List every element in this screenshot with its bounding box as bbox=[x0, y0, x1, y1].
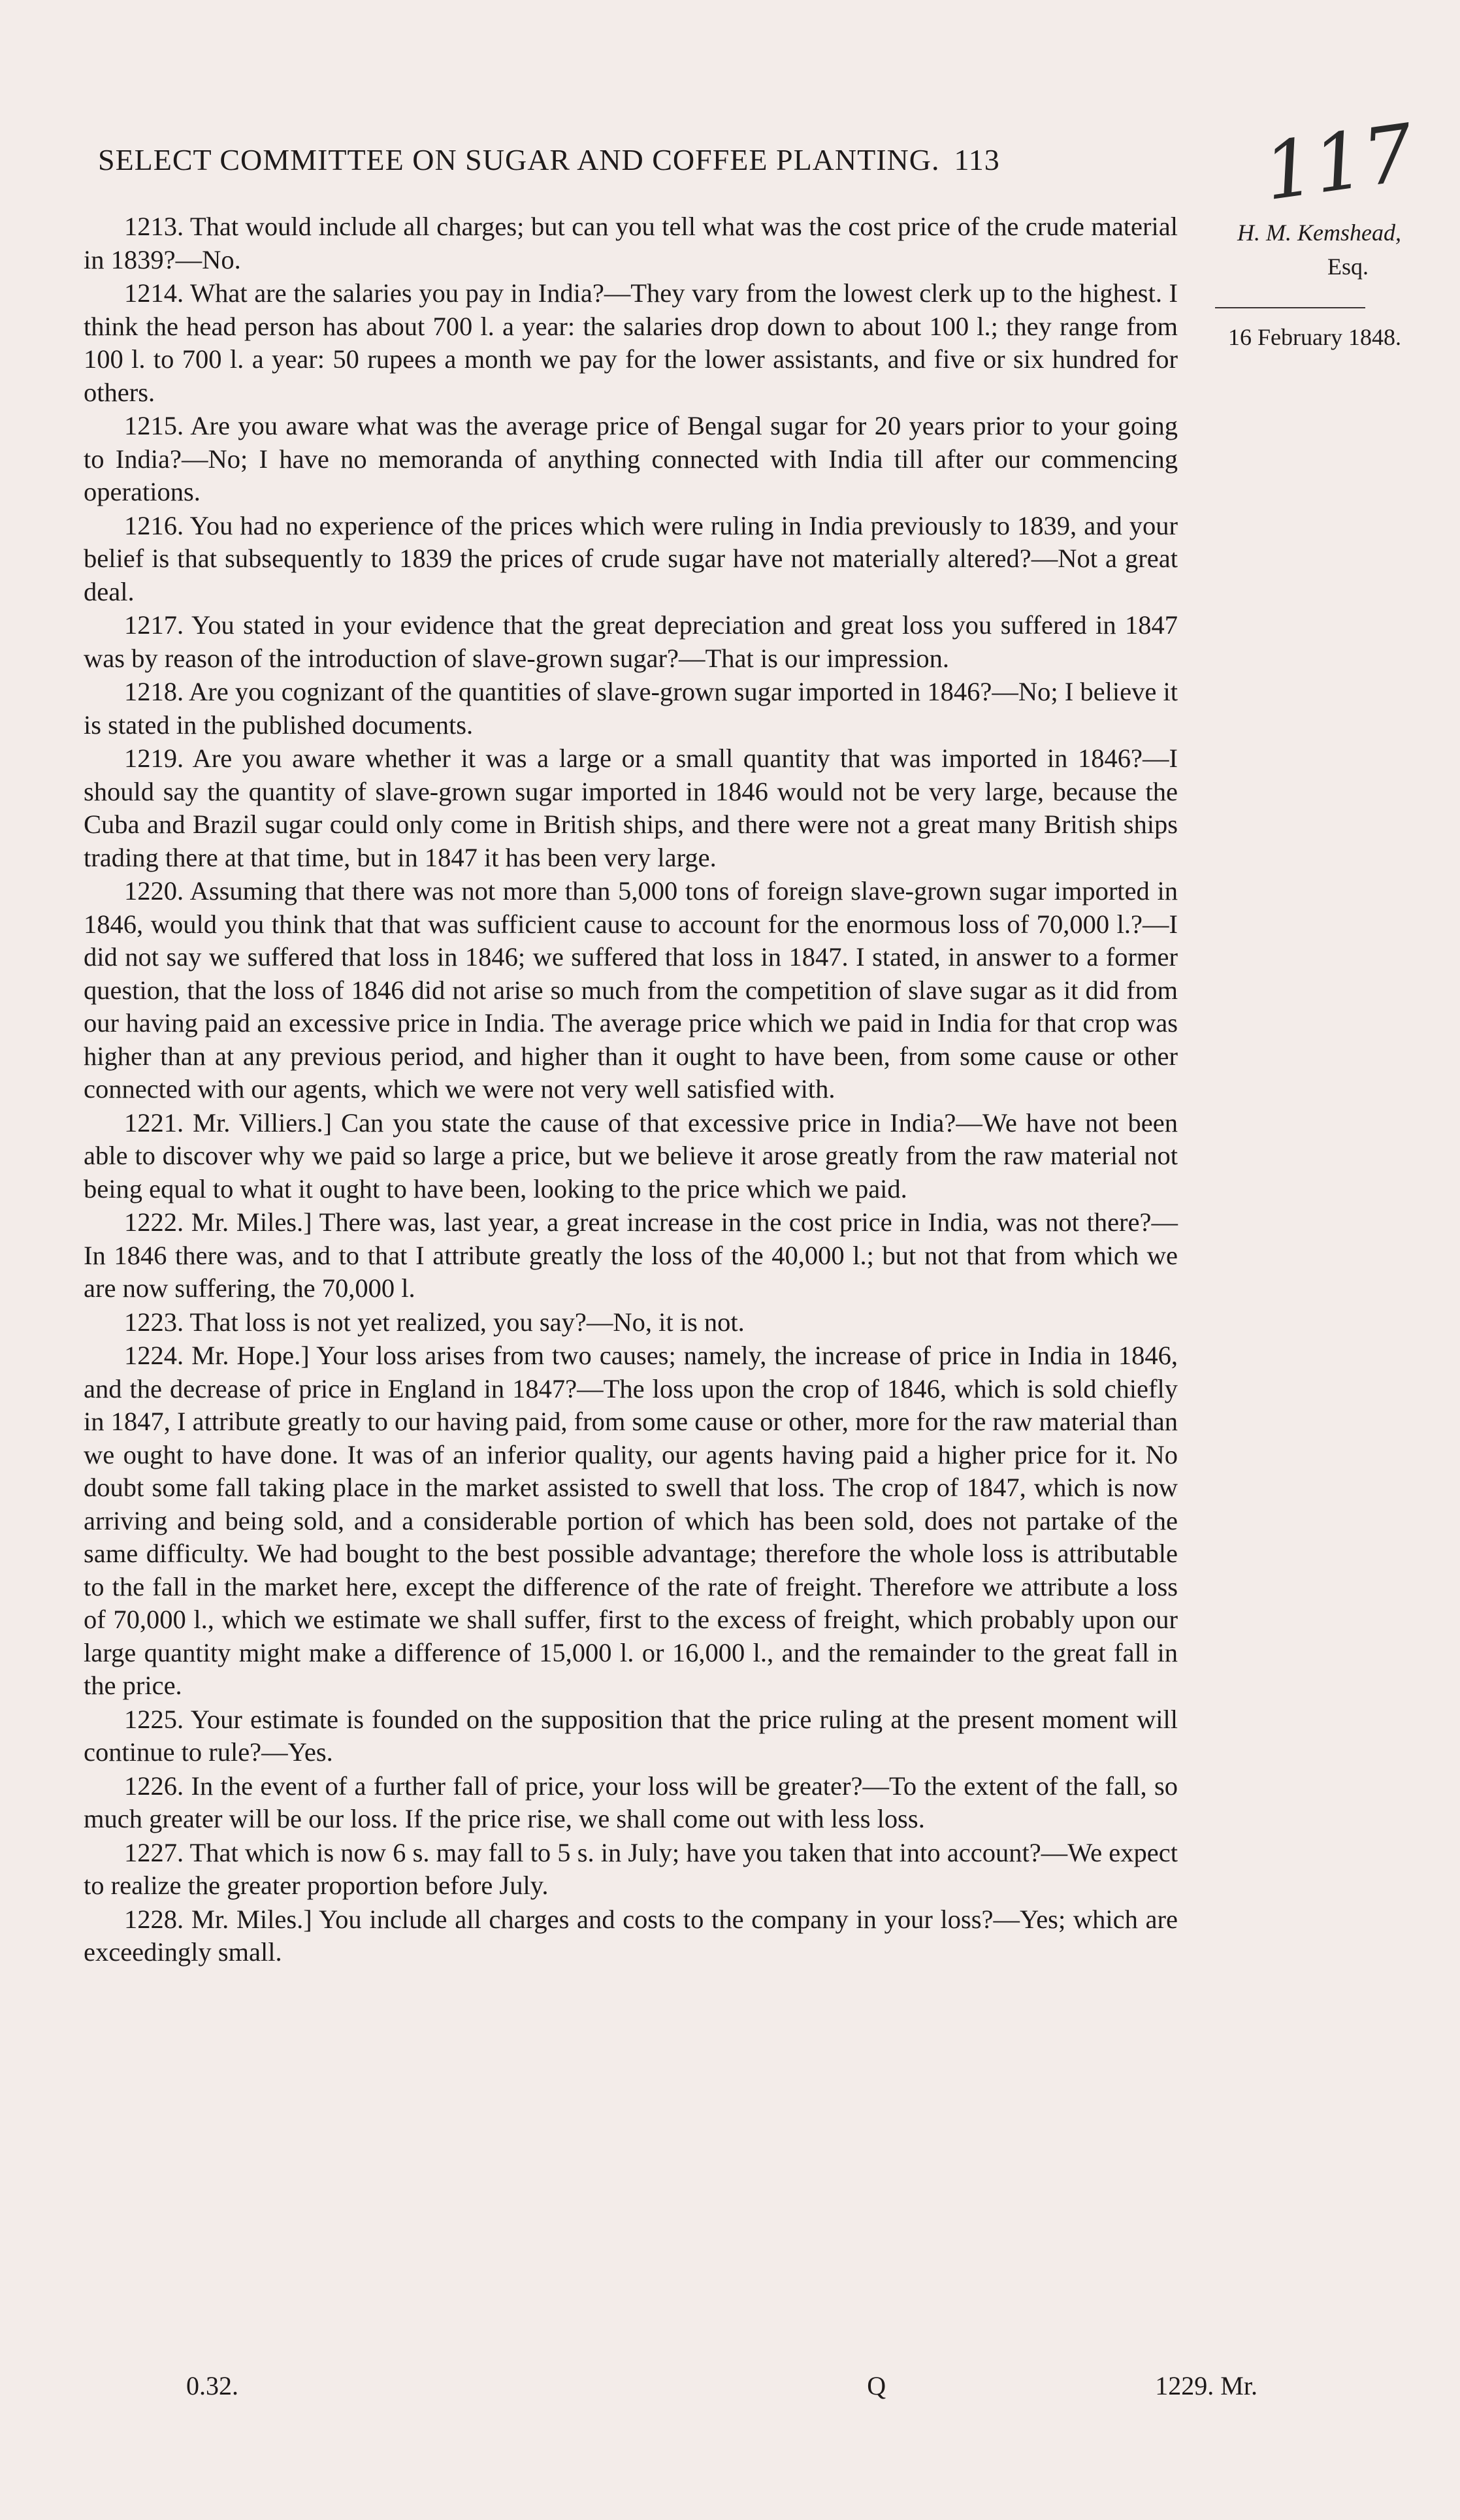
paragraph: 1214. What are the salaries you pay in India?—They vary from the lowest clerk up to the highest. I think the head person has about 700 l. a year: the salaries drop down to about 100 l.; they range from 100 l. to 700 l. a year: 50 rupees a month we pay for the lower assistants, and five or six hundred for others. bbox=[84, 278, 1178, 407]
paragraph: 1217. You stated in your evidence that the great depreciation and great loss you suffered in 1847 was by reason of the introduction of slave-grown sugar?—That is our impression. bbox=[84, 610, 1178, 673]
footer-signature: 0.32. bbox=[186, 2371, 238, 2400]
paragraph: 1215. Are you aware what was the average price of Bengal sugar for 20 years prior to your going to India?—No; I have no memoranda of anything connected with India till after our commencing operations. bbox=[84, 411, 1178, 506]
footer-catchword: 1229. Mr. bbox=[1155, 2371, 1257, 2400]
paragraph: 1219. Are you aware whether it was a large or a small quantity that was imported in 1846?—I should say the quantity of slave-grown sugar imported in 1846 would not be very large, because the Cuba and Brazil sugar could only come in British ships, and there were not a great many British ships trading there at that time, but in 1847 it has been very large. bbox=[84, 744, 1178, 872]
paragraph: 1226. In the event of a further fall of price, your loss will be greater?—To the extent of the fall, so much greater will be our loss. If the price rise, we shall come out with less loss. bbox=[84, 1771, 1178, 1833]
paragraph: 1223. That loss is not yet realized, you say?—No, it is not. bbox=[124, 1307, 745, 1337]
page-number: 113 bbox=[954, 143, 1000, 176]
margin-note bbox=[1186, 216, 1401, 354]
paragraph: 1221. Mr. Villiers.] Can you state the cause of that excessive price in India?—We have not been able to discover why we paid so large a price, but we believe it arose greatly from the raw material not being equal to what it ought to have been, looking to the price which we paid. bbox=[84, 1107, 1178, 1203]
paragraph: 1228. Mr. Miles.] You include all charges and costs to the company in your loss?—Yes; which are exceedingly small. bbox=[84, 1904, 1178, 1967]
page-header bbox=[98, 142, 1169, 177]
paragraph: 1218. Are you cognizant of the quantities of slave-grown sugar imported in 1846?—No; I believe it is stated in the published documents. bbox=[84, 677, 1178, 740]
paragraph: 1222. Mr. Miles.] There was, last year, a great increase in the cost price in India, was not there?—In 1846 there was, and to that I attribute greatly the loss of the 40,000 l.; but not that from which we are now suffering, the 70,000 l. bbox=[84, 1207, 1178, 1303]
handwritten-page-number: 117 bbox=[1258, 107, 1419, 219]
paragraph: 1224. Mr. Hope.] Your loss arises from two causes; namely, the increase of price in India in 1846, and the decrease of price in England in 1847?—The loss upon the crop of 1846, which is sold chiefly in 1847, I attribute greatly to our having paid, from some cause or other, more for the raw material than we ought to have done. It was of an inferior quality, our agents having paid a higher price for it. No doubt some fall taking place in the market assisted to swell that loss. The crop of 1847, which is now arriving and being sold, and a considerable portion of which has been sold, does not partake of the same difficulty. We had bought to the best possible advantage; therefore the whole loss is attributable to the fall in the market here, except the difference of the rate of freight. Therefore we attribute a loss of 70,000 l., which we estimate we shall suffer, first to the excess of freight, which probably upon our large quantity might make a difference of 15,000 l. or 16,000 l., and the remainder to the great fall in the price. bbox=[84, 1341, 1178, 1700]
paragraph: 1220. Assuming that there was not more than 5,000 tons of foreign slave-grown sugar imported in 1846, would you think that that was sufficient cause to account for the enormous loss of 70,000 l.?—I did not say we suffered that loss in 1846; we suffered that loss in 1847. I stated, in answer to a former question, that the loss of 1846 did not arise so much from the competition of slave sugar as it did from our having paid an excessive price in India. The average price which we paid in India for that crop was higher than at any previous period, and higher than it ought to have been, from some cause or other connected with our agents, which we were not very well satisfied with. bbox=[84, 876, 1178, 1104]
witness-name: H. M. Kemshead, bbox=[1237, 220, 1401, 246]
paragraph: 1213. That would include all charges; but can you tell what was the cost price of the crude material in 1839?—No. bbox=[84, 212, 1178, 274]
page-footer bbox=[186, 2370, 1257, 2401]
paragraph: 1225. Your estimate is founded on the supposition that the price ruling at the present moment will continue to rule?—Yes. bbox=[84, 1704, 1178, 1767]
header-title: SELECT COMMITTEE ON SUGAR AND COFFEE PLANTING. bbox=[98, 143, 940, 176]
margin-date: 16 February 1848. bbox=[1228, 324, 1401, 350]
footer-signature-letter: Q bbox=[867, 2371, 886, 2400]
paragraph: 1216. You had no experience of the prices which were ruling in India previously to 1839, and your belief is that subsequently to 1839 the prices of crude sugar have not materially altered?—Not a great deal. bbox=[84, 510, 1178, 606]
paragraph: 1227. That which is now 6 s. may fall to 5 s. in July; have you taken that into account?—We expect to realize the greater proportion before July. bbox=[84, 1837, 1178, 1900]
margin-divider bbox=[1215, 307, 1365, 308]
witness-title: Esq. bbox=[1327, 254, 1369, 280]
body-text bbox=[84, 210, 1178, 1970]
